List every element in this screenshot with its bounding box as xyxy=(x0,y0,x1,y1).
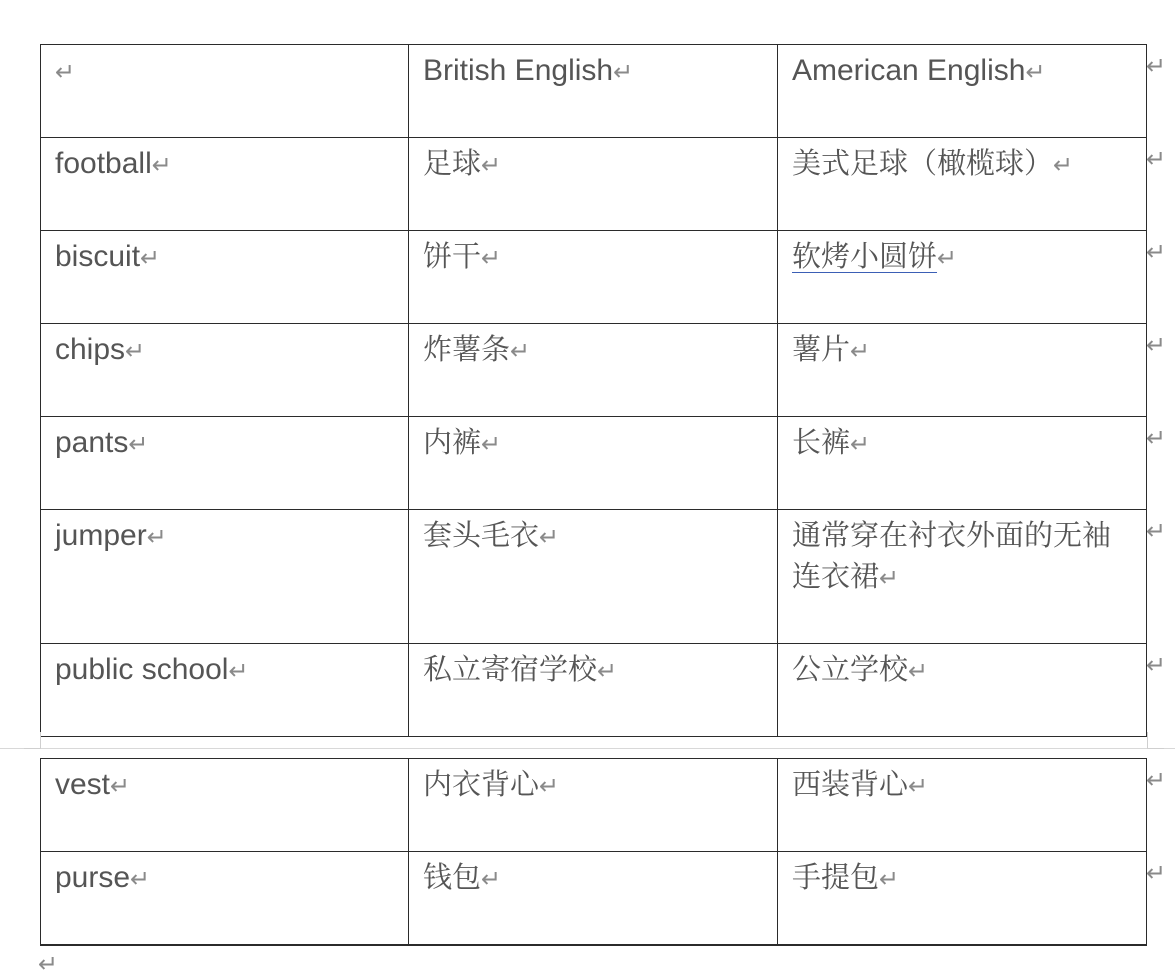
american-meaning-text: 手提包 xyxy=(792,860,880,894)
american-meaning-text: 公立学校 xyxy=(792,652,909,686)
british-meaning-cell[interactable] xyxy=(409,644,778,737)
american-meaning-text: 通常穿在衬衣外面的无袖连衣裙 xyxy=(792,518,1112,593)
paragraph-mark-icon: ↵ xyxy=(850,337,871,365)
british-meaning-text: 饼干 xyxy=(423,239,482,273)
end-of-row-mark-icon: ↵ xyxy=(1146,52,1167,80)
paragraph-mark-icon: ↵ xyxy=(539,772,560,800)
paragraph-mark-icon: ↵ xyxy=(613,58,634,86)
american-meaning-text: 长裤 xyxy=(792,425,851,459)
table-row xyxy=(41,852,1147,945)
term-cell[interactable] xyxy=(41,644,409,737)
table-row xyxy=(41,510,1147,644)
header-cell-american[interactable] xyxy=(778,45,1147,138)
term-cell[interactable] xyxy=(41,417,409,510)
end-of-row-mark-icon: ↵ xyxy=(1146,766,1167,794)
end-of-row-mark-icon: ↵ xyxy=(1146,651,1167,679)
term-text: chips xyxy=(55,333,126,366)
paragraph-mark-icon: ↵ xyxy=(481,244,502,272)
british-meaning-text: 炸薯条 xyxy=(423,332,511,366)
paragraph-mark-icon: ↵ xyxy=(128,430,149,458)
paragraph-mark-icon: ↵ xyxy=(1025,58,1046,86)
paragraph-mark-icon: ↵ xyxy=(55,58,76,86)
paragraph-mark-icon: ↵ xyxy=(130,865,151,893)
table-row xyxy=(41,644,1147,737)
term-cell[interactable] xyxy=(41,510,409,644)
term-text: football xyxy=(55,147,152,180)
british-meaning-cell[interactable] xyxy=(409,510,778,644)
term-text: jumper xyxy=(55,519,147,552)
american-meaning-text-proofing-underline: 软烤小圆饼 xyxy=(792,239,938,273)
vocabulary-table-page-1 xyxy=(40,44,1147,737)
paragraph-mark-icon: ↵ xyxy=(879,564,900,592)
term-cell[interactable] xyxy=(41,759,409,852)
header-british-label: British English xyxy=(423,54,614,87)
header-cell-empty[interactable] xyxy=(41,45,409,138)
paragraph-mark-icon: ↵ xyxy=(481,865,502,893)
table-row xyxy=(41,324,1147,417)
term-text: pants xyxy=(55,426,129,459)
american-meaning-cell[interactable] xyxy=(778,759,1147,852)
american-meaning-cell[interactable] xyxy=(778,852,1147,945)
term-cell[interactable] xyxy=(41,138,409,231)
american-meaning-cell[interactable] xyxy=(778,510,1147,644)
term-text: public school xyxy=(55,653,229,686)
term-cell[interactable] xyxy=(41,324,409,417)
page-corner-mark xyxy=(24,732,41,749)
end-of-row-mark-icon: ↵ xyxy=(1146,424,1167,452)
vocabulary-table-page-2 xyxy=(40,758,1147,946)
term-text: vest xyxy=(55,768,111,801)
term-cell[interactable] xyxy=(41,852,409,945)
table-row xyxy=(41,417,1147,510)
paragraph-mark-icon: ↵ xyxy=(228,657,249,685)
header-cell-british[interactable] xyxy=(409,45,778,138)
paragraph-mark-icon: ↵ xyxy=(908,657,929,685)
american-meaning-cell[interactable] xyxy=(778,231,1147,324)
paragraph-mark-icon: ↵ xyxy=(110,772,131,800)
british-meaning-cell[interactable] xyxy=(409,417,778,510)
american-meaning-text: 薯片 xyxy=(792,332,851,366)
british-meaning-text: 内衣背心 xyxy=(423,767,540,801)
american-meaning-cell[interactable] xyxy=(778,324,1147,417)
term-cell[interactable] xyxy=(41,231,409,324)
paragraph-mark-icon: ↵ xyxy=(539,523,560,551)
paragraph-mark-icon: ↵ xyxy=(481,151,502,179)
paragraph-mark-icon: ↵ xyxy=(140,244,161,272)
american-meaning-cell[interactable] xyxy=(778,417,1147,510)
paragraph-mark-icon: ↵ xyxy=(597,657,618,685)
american-meaning-cell[interactable] xyxy=(778,138,1147,231)
british-meaning-cell[interactable] xyxy=(409,324,778,417)
american-meaning-text: 美式足球（橄榄球） xyxy=(792,146,1054,180)
paragraph-mark-icon[interactable]: ↵ xyxy=(38,950,59,978)
end-of-row-mark-icon: ↵ xyxy=(1146,145,1167,173)
british-meaning-text: 私立寄宿学校 xyxy=(423,652,598,686)
table-row xyxy=(41,138,1147,231)
paragraph-mark-icon: ↵ xyxy=(850,430,871,458)
paragraph-mark-icon: ↵ xyxy=(908,772,929,800)
end-of-row-mark-icon: ↵ xyxy=(1146,859,1167,887)
british-meaning-cell[interactable] xyxy=(409,759,778,852)
british-meaning-text: 内裤 xyxy=(423,425,482,459)
british-meaning-text: 足球 xyxy=(423,146,482,180)
table-row xyxy=(41,759,1147,852)
british-meaning-cell[interactable] xyxy=(409,138,778,231)
american-meaning-text: 西装背心 xyxy=(792,767,909,801)
paragraph-mark-icon: ↵ xyxy=(1053,151,1074,179)
end-of-row-mark-icon: ↵ xyxy=(1146,517,1167,545)
paragraph-mark-icon: ↵ xyxy=(937,244,958,272)
paragraph-mark-icon: ↵ xyxy=(125,337,146,365)
paragraph-mark-icon: ↵ xyxy=(481,430,502,458)
british-meaning-text: 套头毛衣 xyxy=(423,518,540,552)
british-meaning-text: 钱包 xyxy=(423,860,482,894)
paragraph-mark-icon: ↵ xyxy=(151,151,172,179)
page-break-divider xyxy=(0,748,1175,749)
paragraph-mark-icon: ↵ xyxy=(146,523,167,551)
term-text: purse xyxy=(55,861,131,894)
end-of-row-mark-icon: ↵ xyxy=(1146,238,1167,266)
british-meaning-cell[interactable] xyxy=(409,231,778,324)
paragraph-mark-icon: ↵ xyxy=(879,865,900,893)
term-text: biscuit xyxy=(55,240,141,273)
end-of-row-mark-icon: ↵ xyxy=(1146,331,1167,359)
british-meaning-cell[interactable] xyxy=(409,852,778,945)
american-meaning-cell[interactable] xyxy=(778,644,1147,737)
header-american-label: American English xyxy=(792,54,1026,87)
page-corner-mark xyxy=(1147,732,1164,749)
table-header-row xyxy=(41,45,1147,138)
paragraph-mark-icon: ↵ xyxy=(510,337,531,365)
table-row xyxy=(41,231,1147,324)
